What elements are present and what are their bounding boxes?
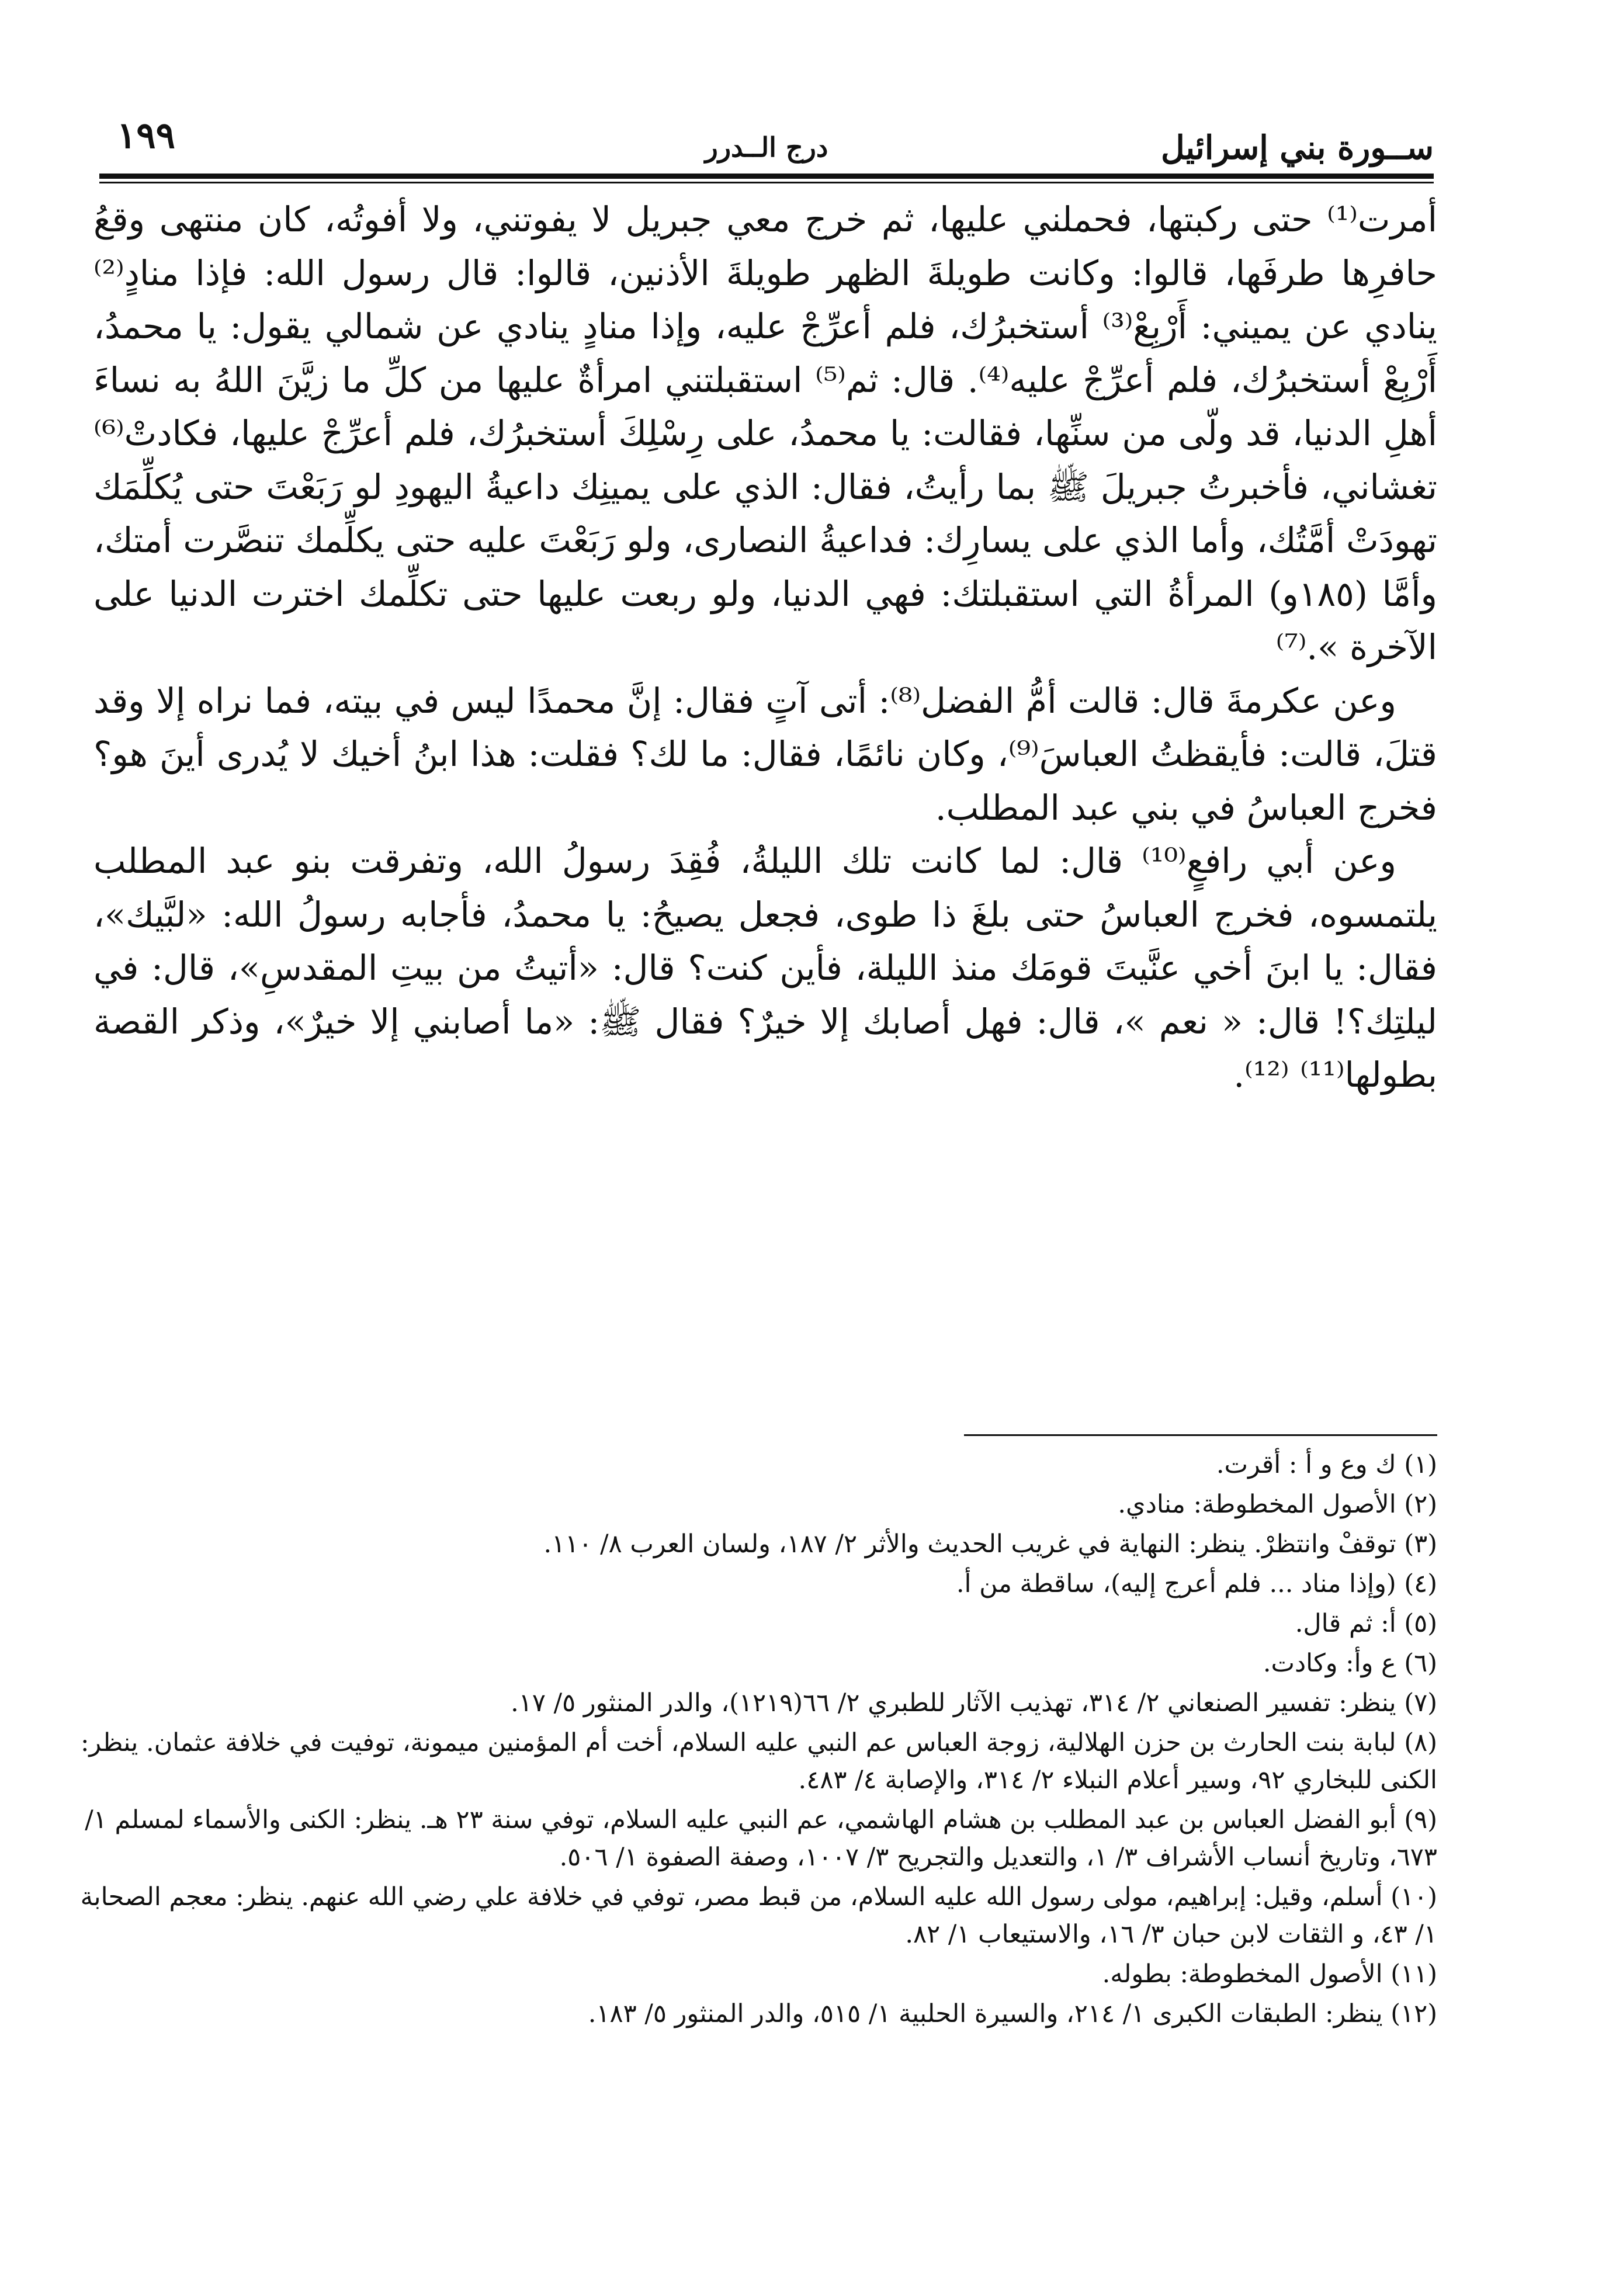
header-rule-thin [99,182,1434,183]
paragraph-3: وعن أبي رافعٍ⁽¹⁰⁾ قال: لما كانت تلك الليلةُ، فُقِدَ رسولُ الله، وتفرقت بنو عبد المطلب يلتمسوه، فخرج العباسُ حتى بلغَ ذا طوى، فجعل يصيحُ: يا محمدُ، فأجابه رسولُ الله: «لبَّيك»، فقال: يا ابنَ أخي عنَّيتَ قومَك منذ الليلة، فأين كنت؟ قال: «أتيتُ من بيتِ المقدسِ»، قال: في ليلتِك؟! قال: « نعم »، قال: فهل أصابك إلا خيرٌ؟ فقال ﷺ: «ما أصابني إلا خيرٌ»، وذكر القصة بطولها⁽¹¹⁾ ⁽¹²⁾. [93,841,1437,1095]
footnote-10: (١٠) أسلم، وقيل: إبراهيم، مولى رسول الله عليه السلام، من قبط مصر، توفي في خلافة علي رضي الله عنهم. ينظر: معجم الصحابة ١/ ٤٣، و الثقات لابن حبان ٣/ ١٦، والاستيعاب ١/ ٨٢. [80,1882,1437,1949]
footnote-2: (٢) الأصول المخطوطة: منادي. [1118,1490,1437,1519]
footnote-12: (١٢) ينظر: الطبقات الكبرى ١/ ٢١٤، والسيرة الحلبية ١/ ٥١٥، والدر المنثور ٥/ ١٨٣. [588,1999,1437,2028]
footnote-1: (١) ك وع و أ : أقرت. [1216,1450,1437,1479]
book-title: درج الــدرر [705,131,828,163]
running-header [99,114,1434,178]
footnotes [76,1446,1437,2035]
page-number: ١٩٩ [117,114,175,157]
header-rule-thick [99,174,1434,179]
footnote-7: (٧) ينظر: تفسير الصنعاني ٢/ ٣١٤، تهذيب الآثار للطبري ٢/ ٦٦(١٢١٩)، والدر المنثور ٥/ ١٧. [511,1688,1437,1718]
footnote-separator [964,1434,1437,1436]
main-text [93,193,1437,1102]
footnote-5: (٥) أ: ثم قال. [1295,1609,1437,1638]
footnote-4: (٤) (وإذا مناد ... فلم أعرج إليه)، ساقطة من أ. [956,1569,1437,1598]
footnote-9: (٩) أبو الفضل العباس بن عبد المطلب بن هشام الهاشمي، عم النبي عليه السلام، توفي سنة ٢٣ هـ. ينظر: الكنى والأسماء لمسلم ١/ ٦٧٣، وتاريخ أنساب الأشراف ٣/ ١، والتعديل والتجريح ٣/ ١٠٠٧، وصفة الصفوة ١/ ٥٠٦. [85,1805,1437,1872]
footnote-11: (١١) الأصول المخطوطة: بطوله. [1102,1959,1437,1989]
footnote-6: (٦) ع وأ: وكادت. [1263,1649,1437,1678]
surah-title: ســورة بني إسرائيل [1160,129,1434,167]
footnote-3: (٣) توقفْ وانتظرْ. ينظر: النهاية في غريب الحديث والأثر ٢/ ١٨٧، ولسان العرب ٨/ ١١٠. [543,1529,1437,1559]
footnote-8: (٨) لبابة بنت الحارث بن حزن الهلالية، زوجة العباس عم النبي عليه السلام، أخت أم المؤمنين ميمونة، توفيت في خلافة عثمان. ينظر: الكنى للبخاري ٩٢، وسير أعلام النبلاء ٢/ ٣١٤، والإصابة ٤/ ٤٨٣. [80,1728,1437,1795]
paragraph-1: أمرت⁽¹⁾ حتى ركبتها، فحملني عليها، ثم خرج معي جبريل لا يفوتني، ولا أفوتُه، كان منتهى وقعُ حافرِها طرفَها، قالوا: وكانت طويلةَ الظهر طويلةَ الأذنين، قالوا: قال رسول الله: فإذا منادٍ⁽²⁾ ينادي عن يميني: أَرْبِعْ⁽³⁾ أستخبرُك، فلم أعرِّجْ عليه، وإذا منادٍ ينادي عن شمالي يقول: يا محمدُ، أَرْبِعْ أستخبرُك، فلم أعرِّجْ عليه⁽⁴⁾. قال: ثم⁽⁵⁾ استقبلتني امرأةٌ عليها من كلِّ ما زيَّنَ اللهُ به نساءَ أهلِ الدنيا، قد ولّى من سنِّها، فقالت: يا محمدُ، على رِسْلِكَ أستخبرُك، فلم أعرِّجْ عليها، فكادتْ⁽⁶⁾ تغشاني، فأخبرتُ جبريلَ ﷺ بما رأيتُ، فقال: الذي على يمينِك داعيةُ اليهودِ لو رَبَعْتَ حتى يُكلِّمَك تهودَتْ أمَّتُك، وأما الذي على يسارِك: فداعيةُ النصارى، ولو رَبَعْتَ عليه حتى يكلِّمك تنصَّرت أمتك، وأمَّا (١٨٥و) المرأةُ التي استقبلتك: فهي الدنيا، ولو ربعت عليها حتى تكلِّمك اخترت الدنيا على الآخرة ».⁽⁷⁾ [93,199,1437,667]
paragraph-2: وعن عكرمةَ قال: قالت أمُّ الفضل⁽⁸⁾: أتى آتٍ فقال: إنَّ محمدًا ليس في بيته، فما نراه إلا وقد قتلَ، قالت: فأيقظتُ العباسَ⁽⁹⁾، وكان نائمًا، فقال: ما لك؟ فقلت: هذا ابنُ أخيك لا يُدرى أينَ هو؟ فخرج العباسُ في بني عبد المطلب. [93,680,1437,828]
